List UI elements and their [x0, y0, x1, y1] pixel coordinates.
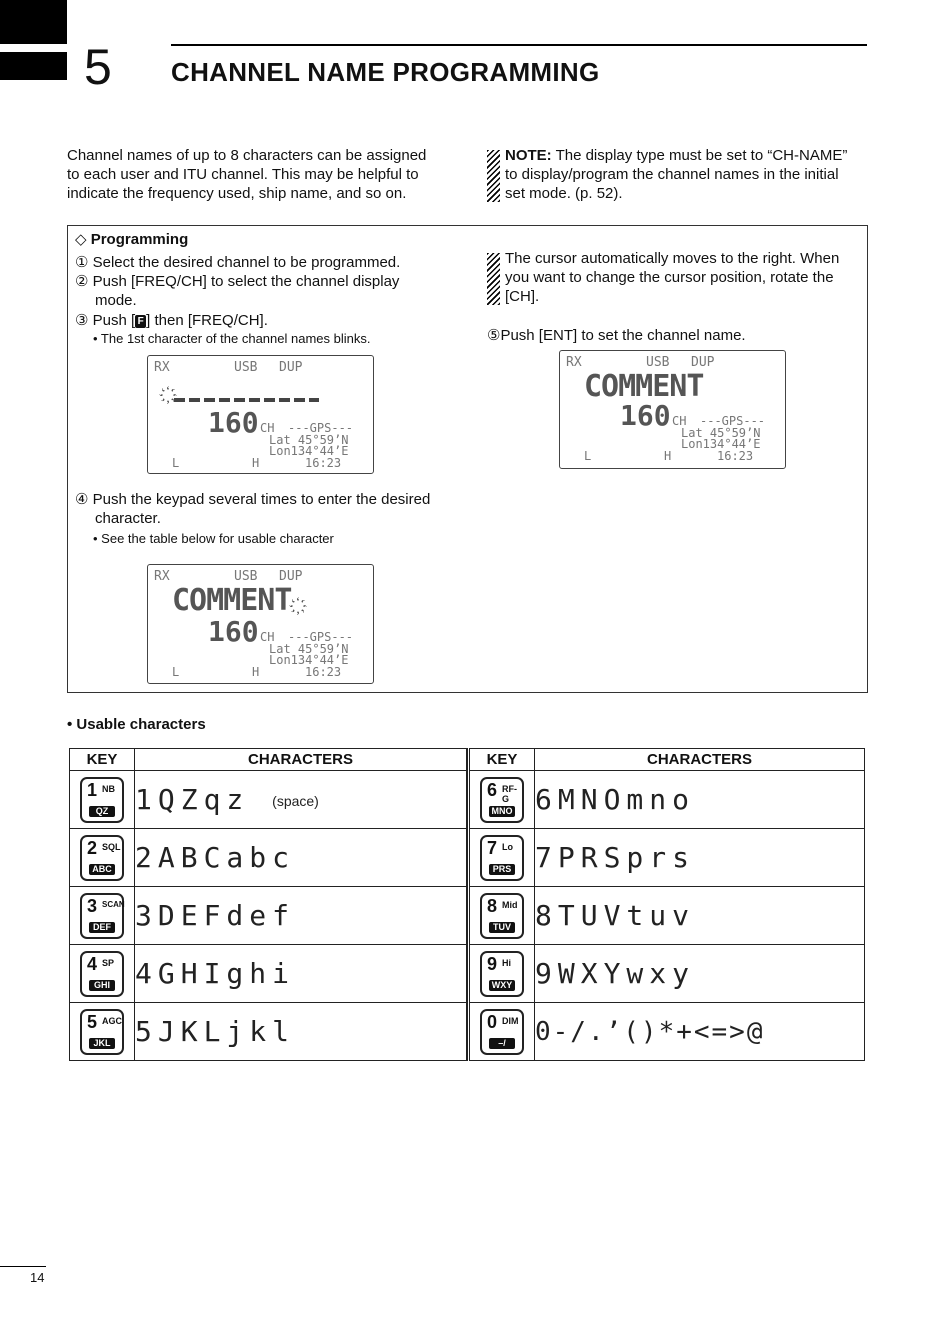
intro-line: to each user and ITU channel. This may be helpful to [67, 166, 419, 183]
diamond-icon: ◇ [75, 231, 87, 248]
cursor-note-line: The cursor automatically moves to the right. When [505, 250, 840, 267]
lcd-display-editing [147, 564, 374, 684]
table-row: 2ABCabc [135, 829, 467, 887]
lcd-time: 16:23 [305, 665, 342, 679]
step-1 [75, 253, 455, 272]
step-2 [75, 272, 455, 310]
lcd-time: 16:23 [305, 456, 342, 470]
lcd-channel: 160 [208, 406, 259, 439]
lcd-rx: RX [566, 355, 582, 370]
lcd-dup: DUP [279, 569, 303, 584]
lcd-time: 16:23 [717, 449, 754, 463]
step-number: ① [75, 254, 89, 271]
lcd-name: COMMENT [584, 369, 704, 404]
lcd-channel: 160 [208, 615, 259, 648]
lcd-display-set [559, 350, 786, 469]
table-row: 9WXYwxy [535, 945, 865, 1003]
note-line: to display/program the channel names in the initial [505, 166, 839, 183]
table-row: 5JKLjkl [135, 1003, 467, 1061]
lcd-lat: Lat 45°59’N [681, 426, 761, 440]
usable-heading: • Usable characters [67, 716, 206, 733]
keypad-4-icon: 4 SP GHI [80, 951, 124, 997]
note-paragraph [505, 146, 870, 203]
step-number: ④ [75, 491, 89, 508]
title-rule [171, 44, 867, 46]
cursor-note-line: [CH]. [505, 288, 540, 305]
keypad-6-icon: 6 RF-G MNO [480, 777, 524, 823]
page-number: 14 [30, 1270, 45, 1285]
keypad-5-icon: 5 AGC JKL [80, 1009, 124, 1055]
usable-characters-table-right [467, 748, 865, 1061]
lcd-l: L [584, 449, 592, 463]
step-text: Push [ [92, 312, 136, 329]
programming-heading-text: Programming [90, 231, 189, 248]
lcd-gps: ---GPS--- [700, 414, 766, 428]
characters-header: CHARACTERS [535, 749, 865, 771]
step-number: ③ [75, 312, 89, 329]
lcd-rx: RX [154, 360, 170, 375]
footer-rule [0, 1266, 46, 1267]
table-row: 7PRSprs [535, 829, 865, 887]
step-text: Push [ENT] to set the channel name. [500, 327, 746, 344]
lcd-h: H [252, 665, 260, 679]
lcd-usb: USB [646, 355, 670, 370]
usable-characters-table-left [69, 748, 467, 1061]
chapter-number: 5 [84, 39, 112, 95]
step-3 [75, 311, 455, 330]
lcd-ch: CH [672, 414, 687, 428]
table-row: 4GHIghi [135, 945, 467, 1003]
programming-heading [75, 230, 188, 249]
lcd-dup: DUP [691, 355, 715, 370]
step-text: mode. [95, 292, 137, 309]
step-text: Select the desired channel to be programmed. [92, 254, 401, 271]
note-line: set mode. (p. 52). [505, 185, 623, 202]
f-key-icon: F [135, 315, 146, 328]
step-3-bullet: • The 1st character of the channel names blinks. [93, 331, 371, 346]
lcd-ch: CH [260, 630, 275, 644]
step-text: ] then [FREQ/CH]. [146, 312, 268, 329]
lcd-channel: 160 [620, 399, 671, 432]
step-text: Push the keypad several times to enter the desired [92, 491, 431, 508]
intro-line: indicate the frequency used, ship name, and so on. [67, 185, 407, 202]
lcd-lat: Lat 45°59’N [269, 642, 349, 656]
lcd-dup: DUP [279, 360, 303, 375]
lcd-name-placeholder [174, 398, 319, 402]
intro-paragraph [67, 146, 452, 203]
key-header: KEY [70, 749, 135, 771]
step-5 [487, 326, 857, 345]
lcd-usb: USB [234, 569, 258, 584]
keypad-2-icon: 2 SQL ABC [80, 835, 124, 881]
step-text: character. [95, 510, 161, 527]
lcd-lon: Lon134°44’E [269, 653, 349, 667]
note-label: NOTE: [505, 147, 552, 164]
note-hatch-icon [487, 150, 500, 202]
keypad-8-icon: 8 Mid TUV [480, 893, 524, 939]
lcd-l: L [172, 665, 180, 679]
note-line: The display type must be set to “CH-NAME” [551, 147, 848, 164]
keypad-1-icon: 1 NB QZ [80, 777, 124, 823]
page-title: CHANNEL NAME PROGRAMMING [171, 57, 600, 87]
lcd-usb: USB [234, 360, 258, 375]
lcd-display-blinking [147, 355, 374, 474]
step-4-bullet: • See the table below for usable character [93, 531, 334, 546]
step-number: ② [75, 273, 89, 290]
lcd-lon: Lon134°44’E [269, 444, 349, 458]
intro-line: Channel names of up to 8 characters can be assigned [67, 147, 427, 164]
lcd-ch: CH [260, 421, 275, 435]
keypad-9-icon: 9 Hi WXY [480, 951, 524, 997]
lcd-gps: ---GPS--- [288, 630, 354, 644]
key-header: KEY [469, 749, 535, 771]
step-4 [75, 490, 455, 528]
lcd-h: H [664, 449, 672, 463]
lcd-name: COMMENT [172, 583, 292, 618]
keypad-7-icon: 7 Lo PRS [480, 835, 524, 881]
table-row: 8TUVtuv [535, 887, 865, 945]
lcd-gps: ---GPS--- [288, 421, 354, 435]
note-hatch-icon [487, 253, 500, 305]
lcd-rx: RX [154, 569, 170, 584]
lcd-lon: Lon134°44’E [681, 437, 761, 451]
keypad-0-icon: 0 DIM –/ [480, 1009, 524, 1055]
step-number: ⑤ [487, 327, 501, 344]
chapter-tab-top [0, 0, 67, 44]
lcd-lat: Lat 45°59’N [269, 433, 349, 447]
keypad-3-icon: 3 SCAN DEF [80, 893, 124, 939]
cursor-note [505, 249, 863, 306]
lcd-h: H [252, 456, 260, 470]
table-row: 6MNOmno [535, 771, 865, 829]
characters-header: CHARACTERS [135, 749, 467, 771]
chapter-tab-bottom [0, 52, 67, 80]
table-row: 1QZqz (space) [135, 771, 467, 829]
lcd-l: L [172, 456, 180, 470]
cursor-note-line: you want to change the cursor position, rotate the [505, 269, 834, 286]
table-row: 3DEFdef [135, 887, 467, 945]
table-row: 0-/.’()*+<=>@ [535, 1003, 865, 1061]
step-text: Push [FREQ/CH] to select the channel display [92, 273, 400, 290]
